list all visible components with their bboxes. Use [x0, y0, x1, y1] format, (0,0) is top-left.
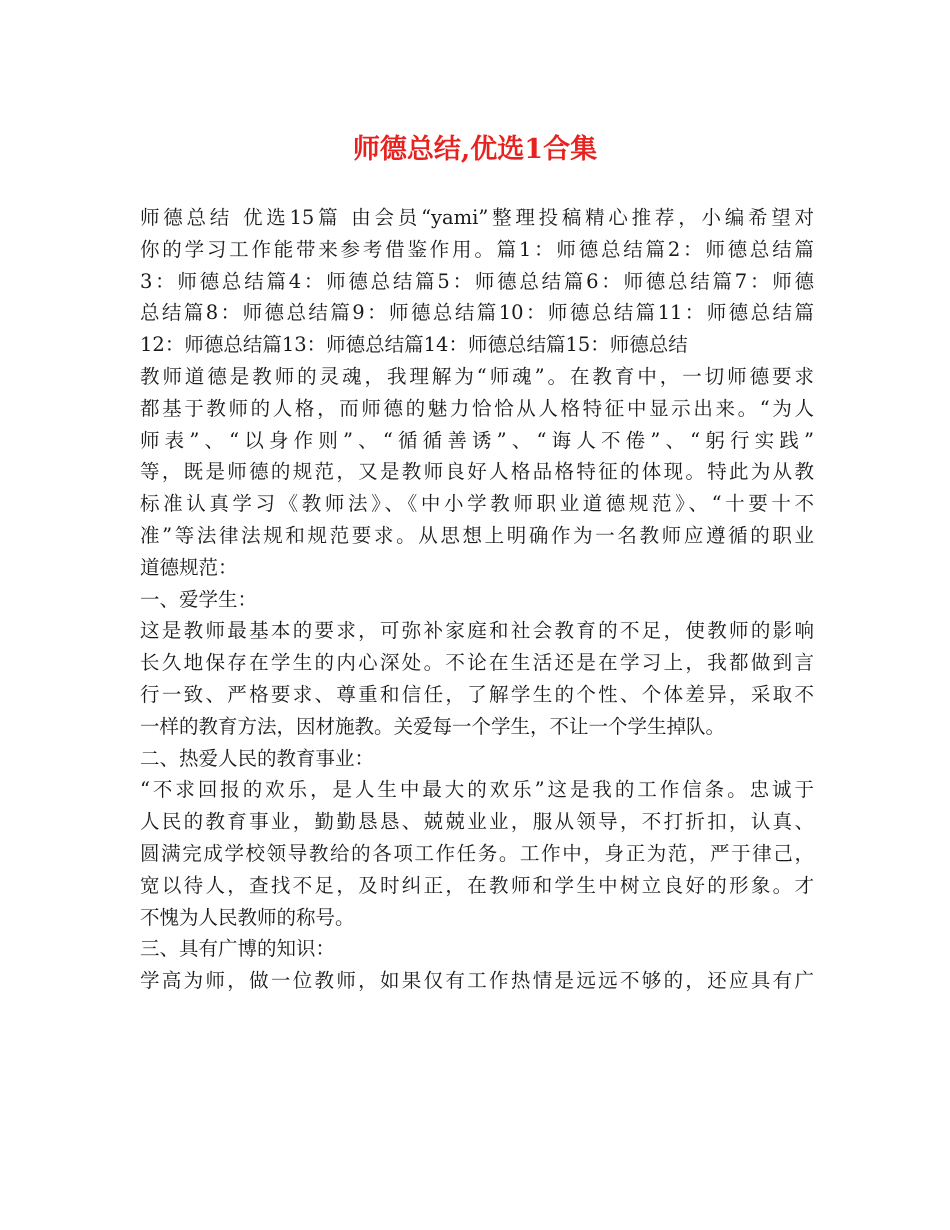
text-line: 宽以待人，查找不足，及时纠正，在教师和学生中树立良好的形象。才: [140, 873, 814, 897]
document-title: 师德总结,优选1合集: [352, 134, 598, 165]
text-line: 总结篇8：师德总结篇9：师德总结篇10：师德总结篇11：师德总结篇: [140, 301, 814, 325]
text-line: 教师道德是教师的灵魂，我理解为“师魂”。在教育中，一切师德要求: [140, 364, 814, 388]
text-line: 等，既是师德的规范，又是教师良好人格品格特征的体现。特此为从教: [140, 460, 814, 484]
text-line: 不愧为人民教师的称号。: [140, 905, 355, 929]
text-line: 人民的教育事业，勤勤恳恳、兢兢业业，服从领导，不打折扣，认真、: [140, 810, 814, 834]
text-line: 标准认真学习《教师法》、《中小学教师职业道德规范》、“十要十不: [140, 492, 814, 516]
text-line: 一样的教育方法，因材施教。关爱每一个学生，不让一个学生掉队。: [140, 714, 726, 738]
text-line: 学高为师，做一位教师，如果仅有工作热情是远远不够的，还应具有广: [140, 969, 814, 993]
text-line: 你的学习工作能带来参考借鉴作用。篇1：师德总结篇2：师德总结篇: [140, 237, 814, 261]
text-line: 都基于教师的人格，而师德的魅力恰恰从人格特征中显示出来。“为人: [140, 396, 814, 420]
section-heading: 一、爱学生：: [140, 587, 258, 611]
text-line: “不求回报的欢乐，是人生中最大的欢乐”这是我的工作信条。忠诚于: [140, 778, 814, 802]
text-line: 3：师德总结篇4：师德总结篇5：师德总结篇6：师德总结篇7：师德: [140, 269, 814, 293]
text-line: 行一致、严格要求、尊重和信任，了解学生的个性、个体差异，采取不: [140, 682, 814, 706]
section-heading: 三、具有广博的知识：: [140, 937, 336, 961]
text-line: 师表”、“以身作则”、“循循善诱”、“诲人不倦”、“躬行实践”: [140, 428, 814, 452]
text-line: 准”等法律法规和规范要求。从思想上明确作为一名教师应遵循的职业: [140, 523, 814, 547]
text-line: 12：师德总结篇13：师德总结篇14：师德总结篇15：师德总结: [140, 333, 688, 357]
section-heading: 二、热爱人民的教育事业：: [140, 746, 375, 770]
text-line: 道德规范：: [140, 555, 238, 579]
text-line: 长久地保存在学生的内心深处。不论在生活还是在学习上，我都做到言: [140, 651, 814, 675]
text-line: 这是教师最基本的要求，可弥补家庭和社会教育的不足，使教师的影响: [140, 619, 814, 643]
document-body: [140, 202, 814, 997]
text-line: 师德总结 优选15篇 由会员“yami”整理投稿精心推荐，小编希望对: [140, 206, 814, 229]
text-line: 圆满完成学校领导教给的各项工作任务。工作中，身正为范，严于律己，: [140, 841, 814, 865]
